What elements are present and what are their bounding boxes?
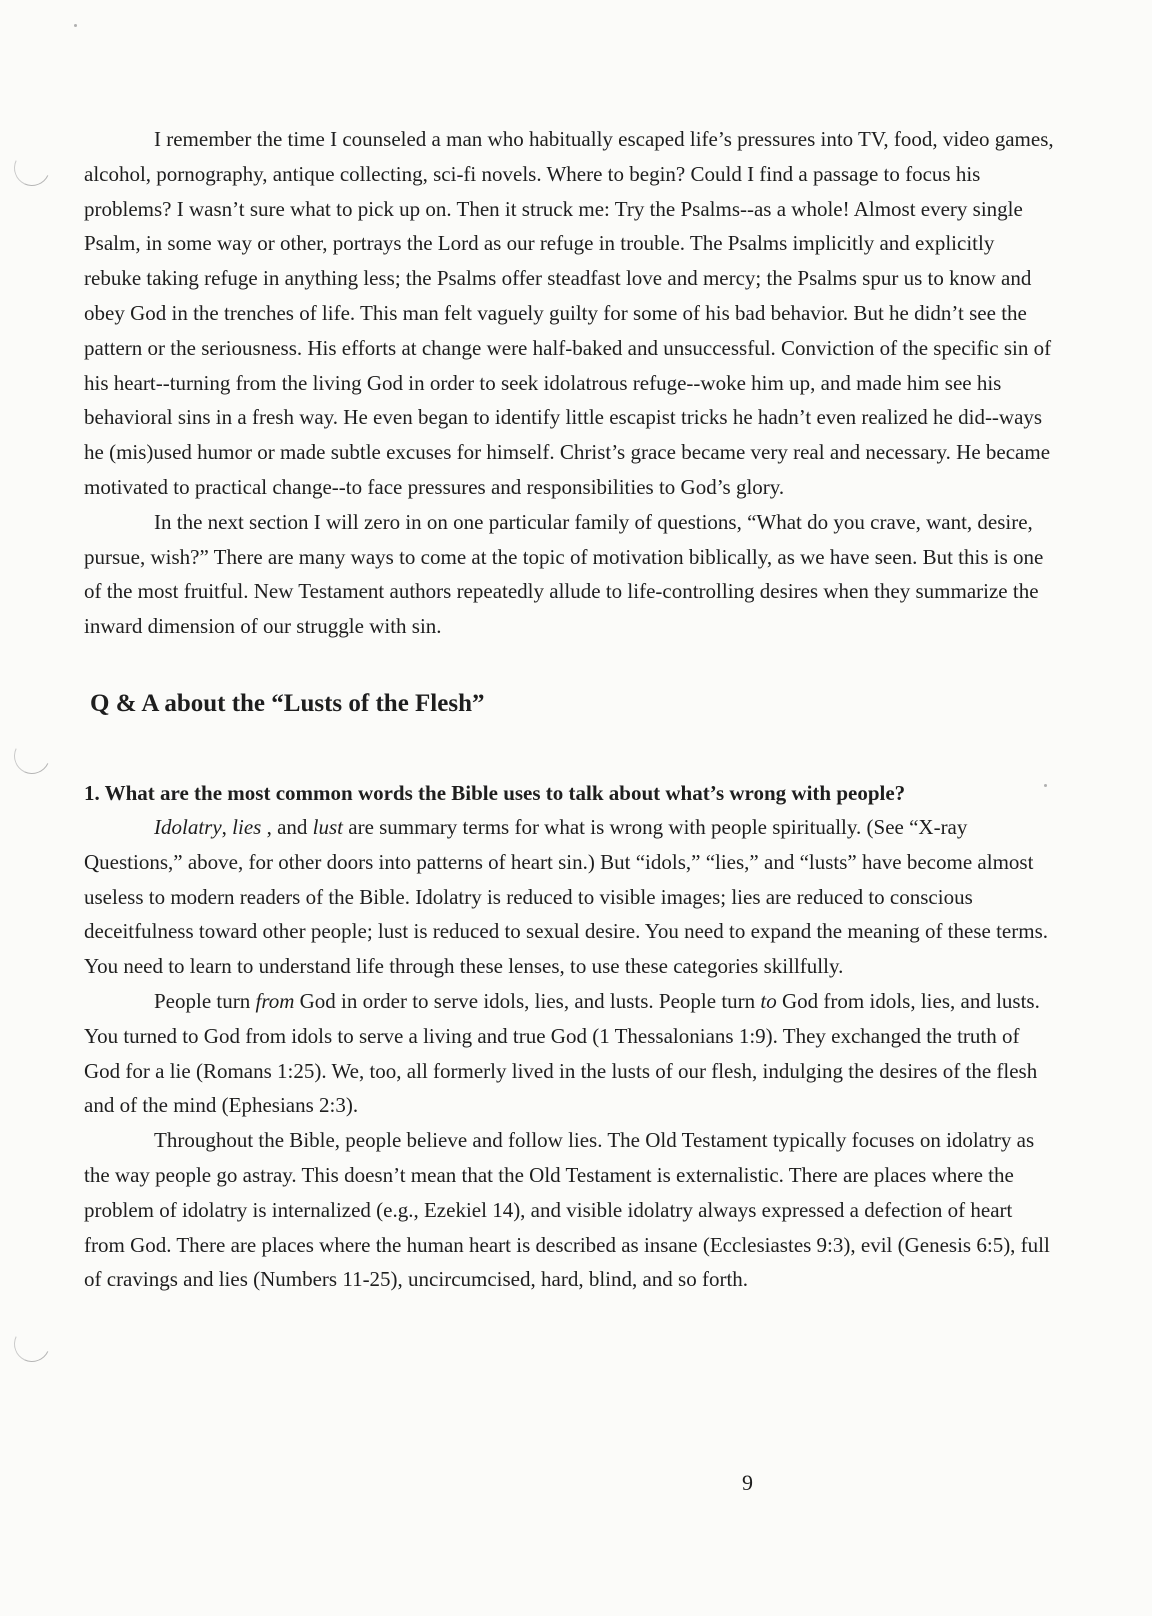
emphasis-lies: lies bbox=[232, 814, 262, 839]
answer-paragraph bbox=[84, 810, 1054, 984]
punch-hole-mark bbox=[9, 733, 55, 779]
page-body bbox=[84, 122, 1054, 1297]
emphasis-to: to bbox=[760, 988, 777, 1013]
punch-hole-mark bbox=[9, 1321, 55, 1367]
text-run: God in order to serve idols, lies, and lusts. People turn bbox=[294, 988, 761, 1013]
answer-paragraph: Throughout the Bible, people believe and follow lies. The Old Testament typically focuses on idolatry as the way people go astray. This doesn’t mean that the Old Testament is externalistic. There are places where the problem of idolatry is internalized (e.g., Ezekiel 14), and visible idolatry always expressed a defection of heart from God. There are places where the human heart is described as insane (Ecclesiastes 9:3), evil (Genesis 6:5), full of cravings and lies (Numbers 11-25), uncircumcised, hard, blind, and so forth. bbox=[84, 1128, 1050, 1292]
speck bbox=[74, 24, 77, 27]
emphasis-lust: lust bbox=[312, 814, 343, 839]
text-run: God from idols, lies, and lusts. You turned to God from idols to serve a living and true God (1 Thessalonians 1:9). They exchanged the truth of God for a lie (Romans 1:25). We, too, all formerly lived in the lusts of our flesh, indulging the desires of the flesh and of the mind (Ephesians 2:3). bbox=[84, 988, 1040, 1118]
section-heading: Q & A about the “Lusts of the Flesh” bbox=[90, 689, 485, 717]
text-run: , bbox=[221, 814, 233, 839]
emphasis-idolatry: Idolatry bbox=[154, 814, 222, 839]
punch-hole-mark bbox=[9, 145, 55, 191]
emphasis-from: from bbox=[255, 988, 295, 1013]
text-run: , and bbox=[261, 814, 313, 839]
text-run: are summary terms for what is wrong with people spiritually. (See “X-ray Questions,” above, for other doors into patterns of heart sin.) But “idols,” “lies,” and “lusts” have become almost useless to modern readers of the Bible. Idolatry is reduced to visible images; lies are reduced to conscious deceitfulness toward other people; lust is reduced to sexual desire. You need to expand the meaning of these terms. You need to learn to understand life through these lenses, to use these categories skillfully. bbox=[84, 814, 1048, 979]
question-heading: 1. What are the most common words the Bible uses to talk about what’s wrong with people? bbox=[84, 780, 906, 805]
page-number: 9 bbox=[742, 1470, 753, 1495]
answer-paragraph bbox=[84, 984, 1054, 1123]
body-paragraph: In the next section I will zero in on one particular family of questions, “What do you crave, want, desire, pursue, wish?” There are many ways to come at the topic of motivation biblically, as we have seen. But this is one of the most fruitful. New Testament authors repeatedly allude to life-controlling desires when they summarize the inward dimension of our struggle with sin. bbox=[84, 509, 1044, 639]
text-run: People turn bbox=[154, 988, 256, 1013]
body-paragraph: I remember the time I counseled a man who habitually escaped life’s pressures into TV, food, video games, alcohol, pornography, antique collecting, sci-fi novels. Where to begin? Could I find a passage to focus his problems? I wasn’t sure what to pick up on. Then it struck me: Try the Psalms--as a whole! Almost every single Psalm, in some way or other, portrays the Lord as our refuge in trouble. The Psalms implicitly and explicitly rebuke taking refuge in anything less; the Psalms offer steadfast love and mercy; the Psalms spur us to know and obey God in the trenches of life. This man felt vaguely guilty for some of his bad behavior. But he didn’t see the pattern or the seriousness. His efforts at change were half-baked and unsuccessful. Conviction of the specific sin of his heart--turning from the living God in order to seek idolatrous refuge--woke him up, and made him see his behavioral sins in a fresh way. He even began to identify little escapist tricks he hadn’t even realized he did--ways he (mis)used humor or made subtle excuses for himself. Christ’s grace became very real and necessary. He became motivated to practical change--to face pressures and responsibilities to God’s glory. bbox=[84, 127, 1054, 499]
